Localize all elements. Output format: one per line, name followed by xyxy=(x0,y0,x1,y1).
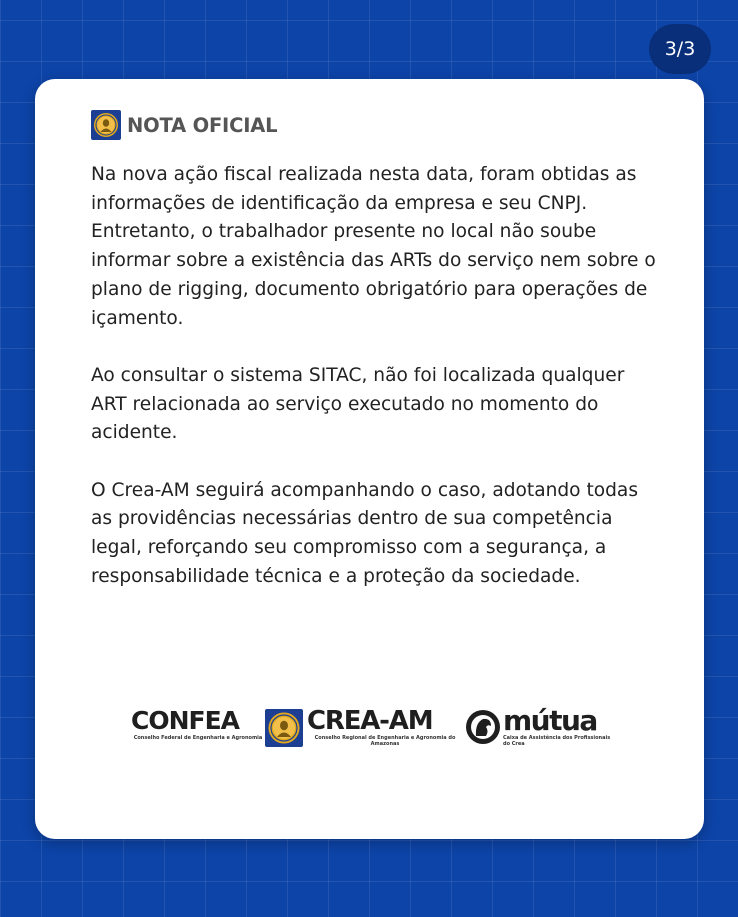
paragraph-2: Ao consultar o sistema SITAC, não foi localizada qualquer ART relacionada ao serviço executado no momento do acidente. xyxy=(91,364,625,444)
page-indicator: 3/3 xyxy=(649,24,711,74)
crea-am-logo-subtitle: Conselho Regional de Engenharia e Agronomia do Amazonas xyxy=(314,735,456,747)
note-body xyxy=(91,161,661,620)
crea-am-logo xyxy=(307,707,463,747)
confea-seal-icon xyxy=(91,110,121,140)
paragraph-3: O Crea-AM seguirá acompanhando o caso, adotando todas as providências necessárias dentro de sua competência legal, reforçando seu compromisso com a segurança, a responsabilidade técnica e a proteção da sociedade. xyxy=(91,479,639,587)
confea-logo-name: CONFEA xyxy=(131,706,240,735)
official-note-card xyxy=(35,79,704,839)
mutua-logo-subtitle: Caixa de Assistência dos Profissionais do Crea xyxy=(503,735,611,747)
confea-seal-icon xyxy=(265,709,303,747)
mutua-logo-name: mútua xyxy=(503,704,597,737)
mutua-logo xyxy=(503,704,615,747)
mutua-logo-icon xyxy=(465,709,501,745)
confea-logo xyxy=(131,707,265,741)
crea-am-logo-name: CREA-AM xyxy=(307,706,433,736)
partner-logos xyxy=(131,704,616,755)
paragraph-1: Na nova ação fiscal realizada nesta data, foram obtidas as informações de identificação da empresa e seu CNPJ. Entretanto, o trabalhador presente no local não soube informar sobre a existência das ARTs do serviço nem sobre o plano de rigging, documento obrigatório para operações de içamento. xyxy=(91,164,656,329)
page-title: NOTA OFICIAL xyxy=(127,113,278,137)
title-row xyxy=(91,110,277,140)
confea-logo-subtitle: Conselho Federal de Engenharia e Agronomia xyxy=(133,735,263,741)
